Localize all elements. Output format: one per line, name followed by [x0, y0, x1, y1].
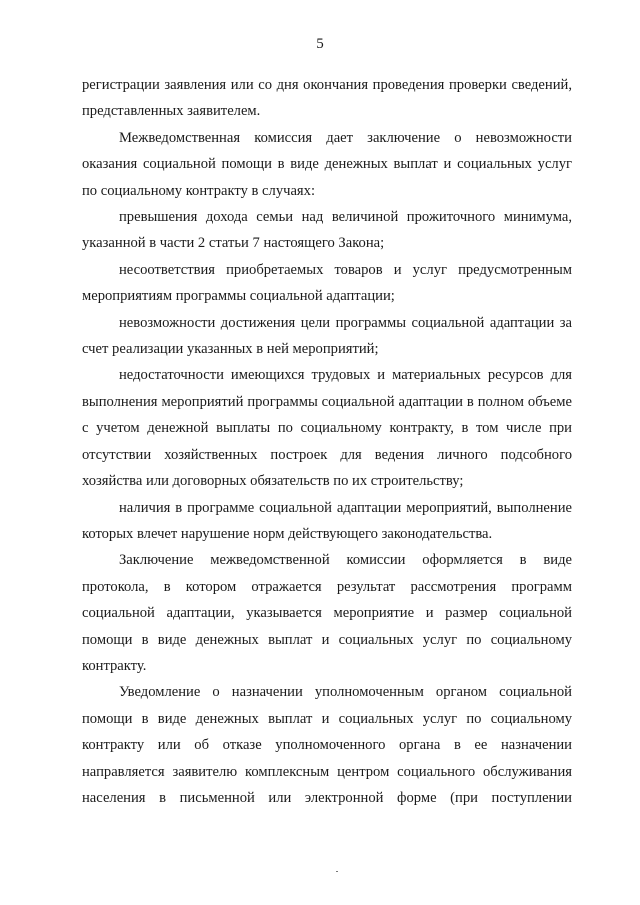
paragraph-continuation: регистрации заявления или со дня окончания проведения проверки сведений, представленных заявителем.: [82, 77, 572, 120]
paragraph-law-violation: наличия в программе социальной адаптации мероприятий, выполнение которых влечет нарушение норм действующего законодательства.: [82, 499, 572, 542]
paragraph-goal-impossible: невозможности достижения цели программы социальной адаптации за счет реализации указанных в ней мероприятий;: [82, 314, 572, 358]
document-body: [82, 72, 572, 811]
paragraph-goods-mismatch: несоответствия приобретаемых товаров и услуг предусмотренным мероприятиям программы социальной адаптации;: [82, 261, 572, 305]
paragraph-resource-shortage: недостаточности имеющихся трудовых и материальных ресурсов для выполнения мероприятий программы социальной адаптации в полном объеме с учетом денежной выплаты по социальному контракту, в том числе при отсутствии хозяйственных построек для ведения личного подсобного хозяйства или договорных обязательств по их строительству;: [82, 367, 572, 490]
paragraph-income-excess: превышения дохода семьи над величиной прожиточного минимума, указанной в части 2 статьи 7 настоящего Закона;: [82, 209, 572, 252]
page-number: 5: [316, 36, 324, 52]
paragraph-protocol: Заключение межведомственной комиссии оформляется в виде протокола, в котором отражается результат рассмотрения программ социальной адаптации, указывается мероприятие и размер социальной помощи в виде денежных выплат и социальных услуг по социальному контракту.: [82, 552, 572, 674]
paragraph-commission-conclusion: Межведомственная комиссия дает заключение о невозможности оказания социальной помощи в виде денежных выплат и социальных услуг по социальному контракту в случаях:: [82, 129, 572, 199]
paragraph-notification: Уведомление о назначении уполномоченным органом социальной помощи в виде денежных выплат и социальных услуг по социальному контракту или об отказе уполномоченного органа в ее назначении направляется заявителю комплексным центром социального обслуживания населения в письменной или электронной форме (при поступлении: [82, 684, 572, 806]
scan-speck: [336, 871, 338, 872]
